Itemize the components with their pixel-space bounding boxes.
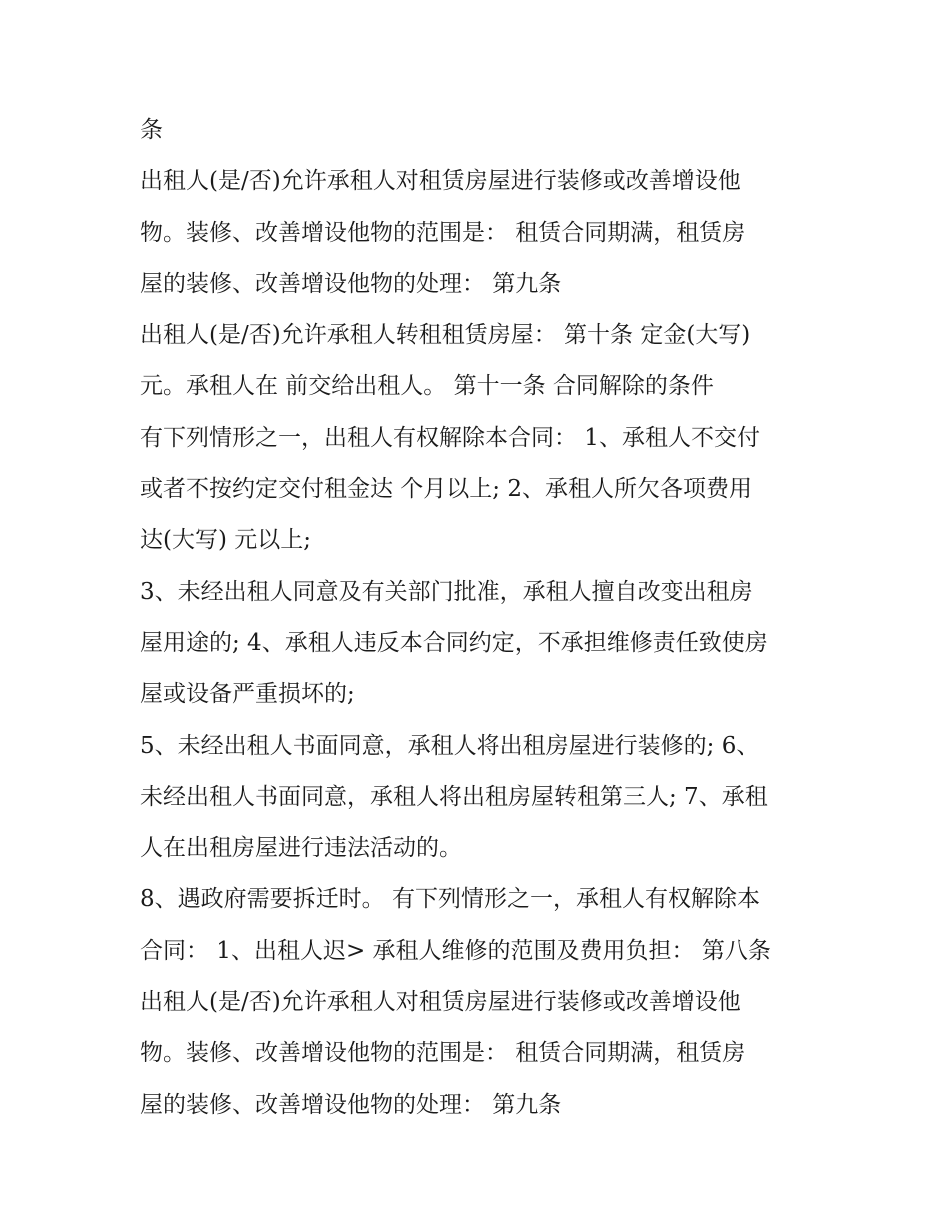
text-line: 5、未经出租人书面同意，承租人将出租房屋进行装修的; 6、 — [140, 732, 760, 759]
text-line: 出租人(是/否)允许承租人对租赁房屋进行装修或改善增设他 — [140, 168, 741, 195]
document-body — [140, 108, 830, 1134]
text-line: 8、遇政府需要拆迁时。 有下列情形之一，承租人有权解除本 — [140, 886, 760, 913]
text-line: 或者不按约定交付租金达 个月以上; 2、承租人所欠各项费用 — [140, 476, 753, 503]
text-line: 3、未经出租人同意及有关部门批准，承租人擅自改变出租房 — [140, 578, 753, 605]
text-line: 达(大写) 元以上; — [140, 527, 312, 554]
text-line: 条 — [140, 117, 163, 143]
text-line: 有下列情形之一，出租人有权解除本合同： 1、承租人不交付 — [140, 424, 760, 451]
text-line: 出租人(是/否)允许承租人转租租赁房屋： 第十条 定金(大写) — [140, 322, 751, 349]
text-line: 人在出租房屋进行违法活动的。 — [140, 835, 462, 862]
text-line: 屋的装修、改善增设他物的处理： 第九条 — [140, 1091, 562, 1118]
text-line: 屋或设备严重损坏的; — [140, 681, 355, 708]
text-line: 合同： 1、出租人迟> 承租人维修的范围及费用负担： 第八条 — [140, 937, 771, 964]
text-line: 屋的装修、改善增设他物的处理： 第九条 — [140, 270, 562, 297]
text-line: 未经出租人书面同意，承租人将出租房屋转租第三人; 7、承租 — [140, 783, 768, 810]
text-line: 物。装修、改善增设他物的范围是： 租赁合同期满，租赁房 — [140, 1040, 746, 1067]
text-line: 物。装修、改善增设他物的范围是： 租赁合同期满，租赁房 — [140, 219, 746, 246]
text-line: 出租人(是/否)允许承租人对租赁房屋进行装修或改善增设他 — [140, 989, 741, 1016]
text-line: 屋用途的; 4、承租人违反本合同约定，不承担维修责任致使房 — [140, 629, 768, 656]
text-line: 元。承租人在 前交给出租人。 第十一条 合同解除的条件 — [140, 373, 714, 400]
